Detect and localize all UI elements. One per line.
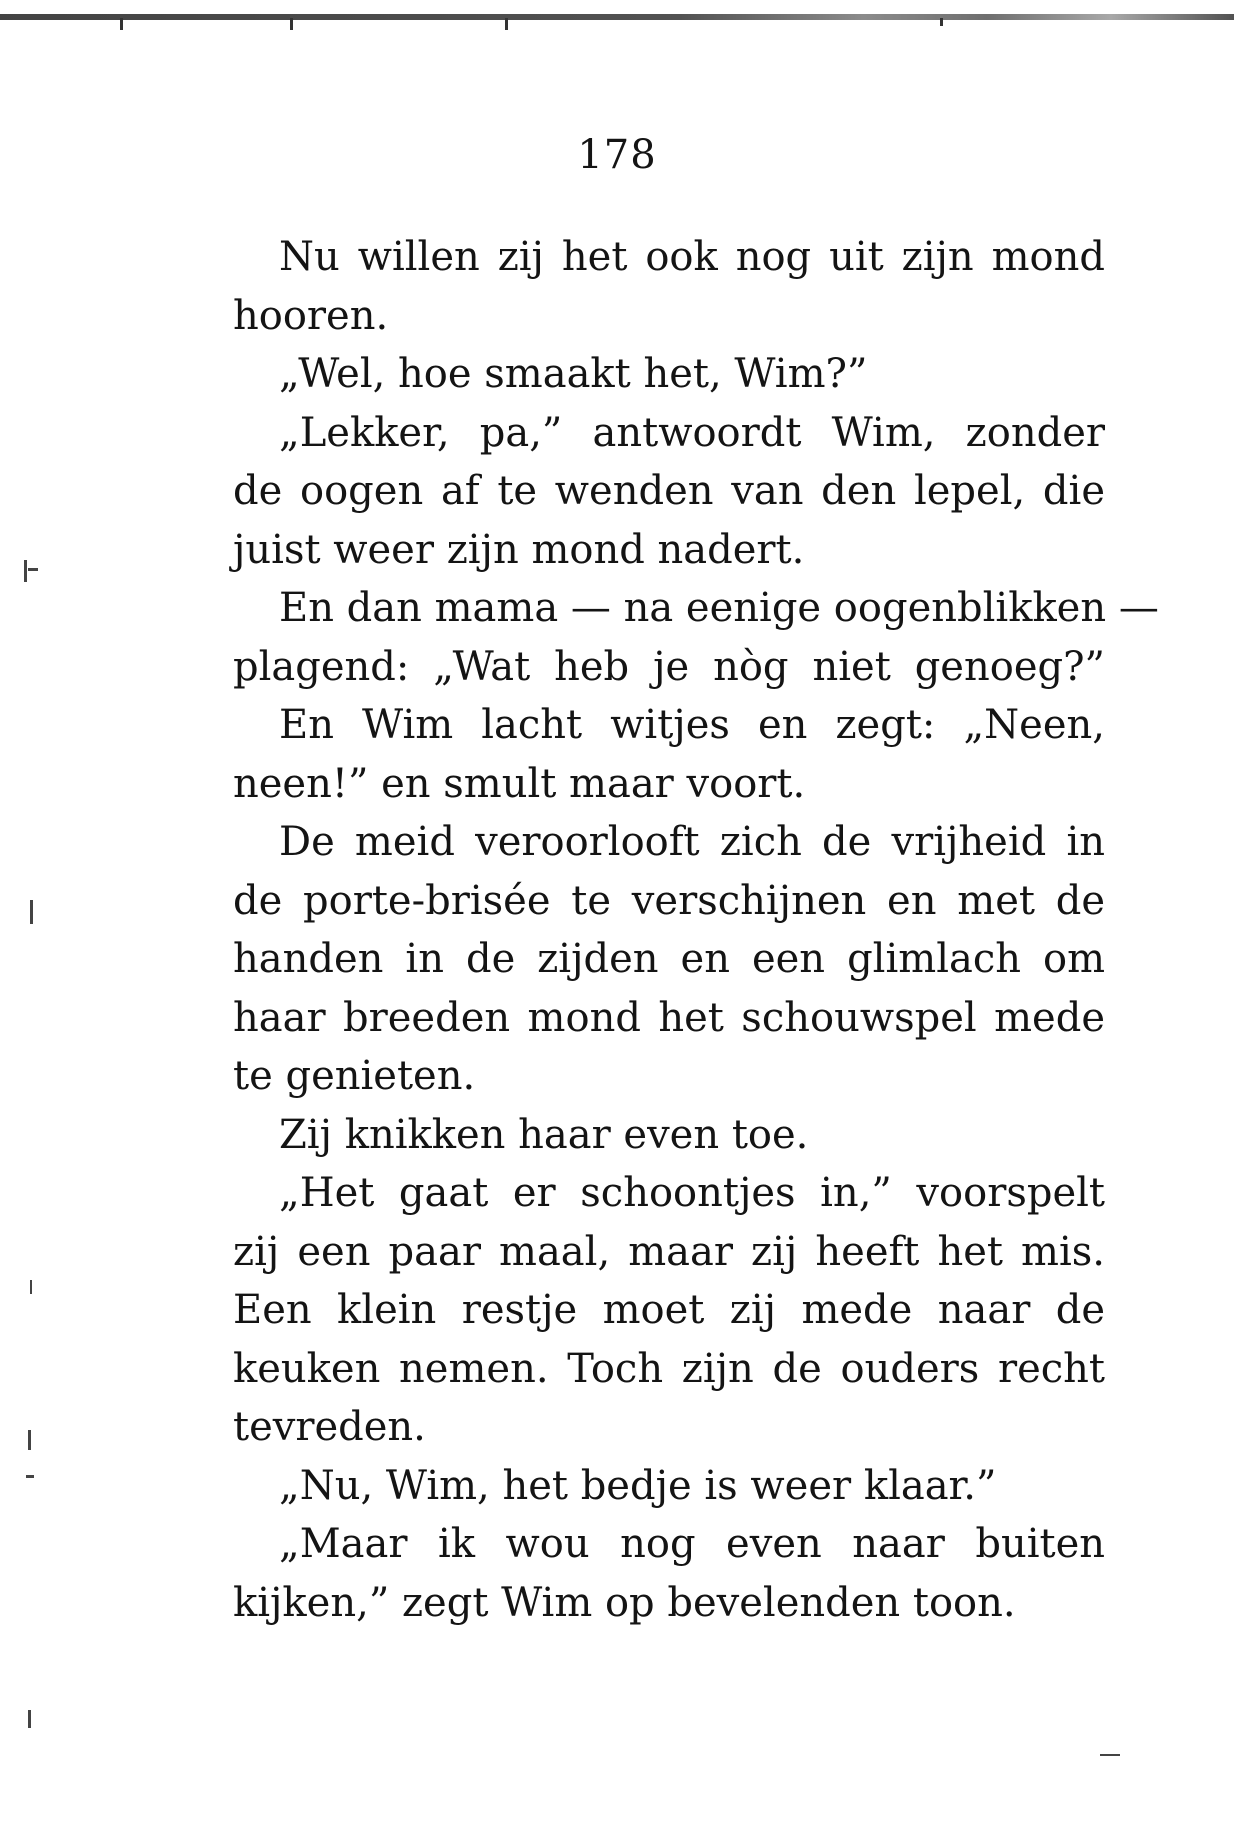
rule-tick: [290, 18, 293, 30]
text-line: „Nu, Wim, het bedje is weer klaar.”: [279, 1462, 997, 1509]
left-margin-marks: [20, 560, 80, 1760]
margin-mark: [28, 1430, 31, 1450]
text-line: handen in de zijden en een glimlach om: [233, 936, 1105, 982]
margin-mark: [28, 568, 38, 571]
text-line: hooren.: [233, 292, 389, 339]
text-line: kijken,” zegt Wim op bevelenden toon.: [233, 1579, 1016, 1626]
margin-mark: [30, 900, 33, 924]
corner-dash-mark: [1100, 1754, 1120, 1756]
text-line: neen!” en smult maar voort.: [233, 760, 806, 807]
margin-mark: [30, 1280, 32, 1294]
text-line: En Wim lacht witjes en zegt: „Neen,: [279, 702, 1105, 748]
text-line: „Lekker, pa,” antwoordt Wim, zonder: [279, 409, 1105, 456]
text-line: „Het gaat er schoontjes in,” voorspelt: [279, 1170, 1105, 1216]
text-line: plagend: „Wat heb je nòg niet genoeg?”: [233, 643, 1105, 690]
margin-mark: [26, 1475, 34, 1478]
text-line: En dan mama — na eenige oogenblikken —: [279, 585, 1159, 631]
top-rule-ticks: [0, 18, 1234, 34]
text-line: zij een paar maal, maar zij heeft het mis.: [233, 1228, 1105, 1275]
text-line: de oogen af te wenden van den lepel, die: [233, 468, 1105, 514]
text-line: keuken nemen. Toch zijn de ouders recht: [233, 1345, 1105, 1392]
margin-mark: [28, 1710, 31, 1728]
rule-tick: [505, 18, 508, 30]
margin-mark: [24, 560, 27, 582]
page-body-text: [233, 228, 1159, 1632]
text-line: Zij knikken haar even toe.: [279, 1111, 809, 1158]
text-line: Nu willen zij het ook nog uit zijn mond: [279, 234, 1105, 280]
text-line: te genieten.: [233, 1053, 476, 1099]
text-line: „Maar ik wou nog even naar buiten: [279, 1521, 1105, 1567]
text-line: De meid veroorlooft zich de vrijheid in: [279, 819, 1105, 865]
text-line: tevreden.: [233, 1404, 426, 1450]
rule-tick: [120, 18, 123, 30]
page-number: 178: [577, 132, 657, 178]
rule-tick: [940, 18, 943, 26]
text-line: Een klein restje moet zij mede naar de: [233, 1287, 1105, 1333]
text-line: haar breeden mond het schouwspel mede: [233, 994, 1105, 1041]
text-line: „Wel, hoe smaakt het, Wim?”: [279, 351, 868, 397]
text-line: juist weer zijn mond nadert.: [233, 526, 805, 573]
text-line: de porte-brisée te verschijnen en met de: [233, 877, 1105, 924]
